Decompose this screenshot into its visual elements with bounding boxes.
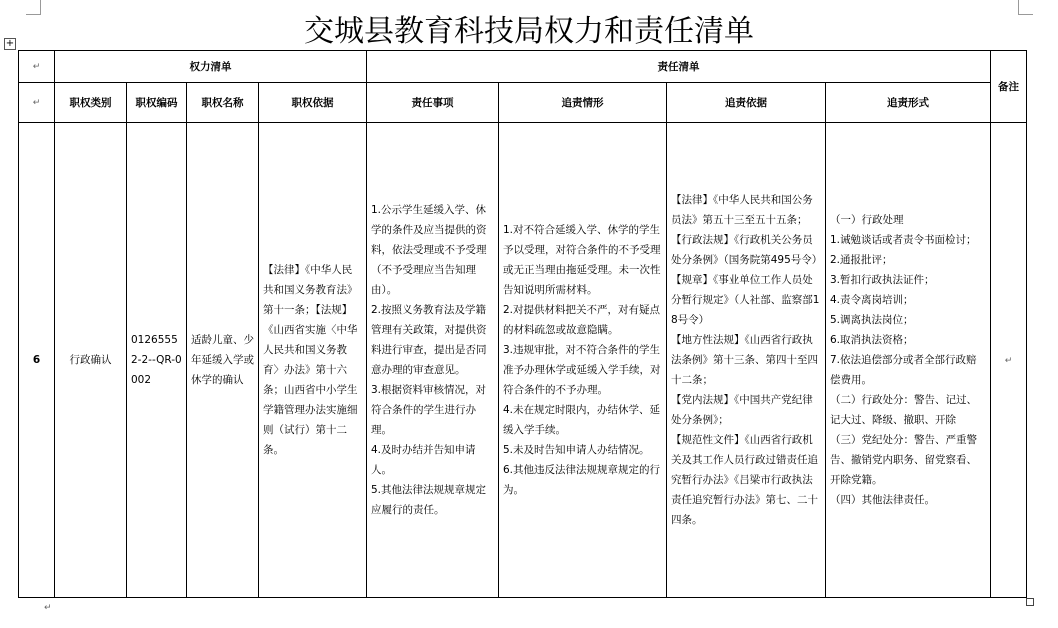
accountability-form-item: （三）党纪处分：警告、严重警告、撤销党内职务、留党察看、开除党籍。: [830, 434, 977, 486]
header-power-basis: 职权依据: [259, 83, 367, 123]
header-index-cell: ↵: [19, 83, 55, 123]
row-responsibility-items: [367, 123, 499, 598]
table-move-handle-icon[interactable]: +: [5, 38, 15, 49]
accountability-basis-item: 【法律】《中华人民共和国公务员法》第五十三至五十五条；: [671, 194, 813, 226]
responsibility-item: 5.其他法律法规规章规定应履行的责任。: [371, 484, 487, 516]
accountability-basis-item: 【规范性文件】《山西省行政机关及其工作人员行政过错责任追究暂行办法》《吕梁市行政执法责任追究暂行办法》第七、二十四条。: [671, 434, 818, 526]
table-resize-handle[interactable]: [1026, 598, 1034, 606]
header-blank-cell: ↵: [19, 51, 55, 83]
accountability-basis-item: 【行政法规】《行政机关公务员处分条例》（国务院第495号令）: [671, 234, 823, 266]
responsibility-item: 1.公示学生延缓入学、休学的条件及应当提供的资料，依法受理或不予受理（不予受理应当告知理由）。: [371, 204, 487, 296]
accountability-situation-item: 5.未及时告知申请人办结情况。: [503, 444, 650, 456]
accountability-form-item: 6.取消执法资格；: [830, 334, 914, 346]
header-responsibility-list: 责任清单: [367, 51, 991, 83]
accountability-form-item: （一）行政处理: [830, 214, 904, 226]
header-power-list: 权力清单: [55, 51, 367, 83]
accountability-basis-item: 【规章】《事业单位工作人员处分暂行规定》（人社部、监察部18号令）: [671, 274, 820, 326]
row-accountability-basis: [667, 123, 826, 598]
row-code: 01265552-2--QR-0002: [127, 123, 187, 598]
accountability-basis-item: 【地方性法规】《山西省行政执法条例》第十三条、第四十至四十二条；: [671, 334, 818, 386]
accountability-situation-item: 4.未在规定时限内，办结休学、延缓入学手续。: [503, 404, 661, 436]
accountability-form-item: 7.依法追偿部分或者全部行政赔偿费用。: [830, 354, 977, 386]
responsibility-item: 3.根据资料审核情况，对符合条件的学生进行办理。: [371, 384, 487, 436]
table-row: [19, 123, 1027, 598]
accountability-form-item: 2.通报批评；: [830, 254, 893, 266]
accountability-form-item: （四）其他法律责任。: [830, 494, 935, 506]
header-remarks: 备注: [991, 51, 1027, 123]
header-accountability-situation: 追责情形: [499, 83, 667, 123]
responsibility-item: 4.及时办结并告知申请人。: [371, 444, 476, 476]
accountability-situation-item: 6.其他违反法律法规规章规定的行为。: [503, 464, 661, 496]
accountability-situation-item: 1.对不符合延缓入学、休学的学生予以受理，对符合条件的不予受理或无正当理由拖延受理。未一次性告知说明所需材料。: [503, 224, 661, 296]
row-basis: 【法律】《中华人民共和国义务教育法》第十一条；【法规】《山西省实施〈中华人民共和国义务教育〉办法》第十六条；山西省中小学生学籍管理办法实施细则（试行）第十二条。: [259, 123, 367, 598]
accountability-basis-item: 【党内法规】《中国共产党纪律处分条例》；: [671, 394, 813, 426]
row-index: 6: [19, 123, 55, 598]
header-responsibility-items: 责任事项: [367, 83, 499, 123]
responsibility-table: [18, 50, 1027, 598]
accountability-form-item: 3.暂扣行政执法证件；: [830, 274, 935, 286]
accountability-form-item: （二）行政处分：警告、记过、记大过、降级、撤职、开除: [830, 394, 977, 426]
row-category: 行政确认: [55, 123, 127, 598]
accountability-situation-item: 2.对提供材料把关不严，对有疑点的材料疏忽或故意隐瞒。: [503, 304, 661, 336]
header-row-groups: [19, 51, 1027, 83]
responsibility-item: 2.按照义务教育法及学籍管理有关政策，对提供资料进行审查，提出是否同意办理的审查意见。: [371, 304, 487, 376]
header-power-name: 职权名称: [187, 83, 259, 123]
accountability-form-item: 5.调离执法岗位；: [830, 314, 914, 326]
header-power-code: 职权编码: [127, 83, 187, 123]
header-accountability-basis: 追责依据: [667, 83, 826, 123]
row-accountability-situations: [499, 123, 667, 598]
header-accountability-form: 追责形式: [826, 83, 991, 123]
page-title: 交城县教育科技局权力和责任清单: [304, 14, 754, 49]
row-accountability-forms: [826, 123, 991, 598]
header-power-category: 职权类别: [55, 83, 127, 123]
accountability-form-item: 4.责令离岗培训；: [830, 294, 914, 306]
paragraph-mark-icon: ↵: [44, 603, 52, 613]
header-row-columns: [19, 83, 1027, 123]
row-name: 适龄儿童、少年延缓入学或休学的确认: [187, 123, 259, 598]
accountability-situation-item: 3.违规审批，对不符合条件的学生准予办理休学或延缓入学手续，对符合条件的不予办理。: [503, 344, 661, 396]
accountability-form-item: 1.诫勉谈话或者责令书面检讨；: [830, 234, 977, 246]
row-remarks: ↵: [991, 123, 1027, 598]
